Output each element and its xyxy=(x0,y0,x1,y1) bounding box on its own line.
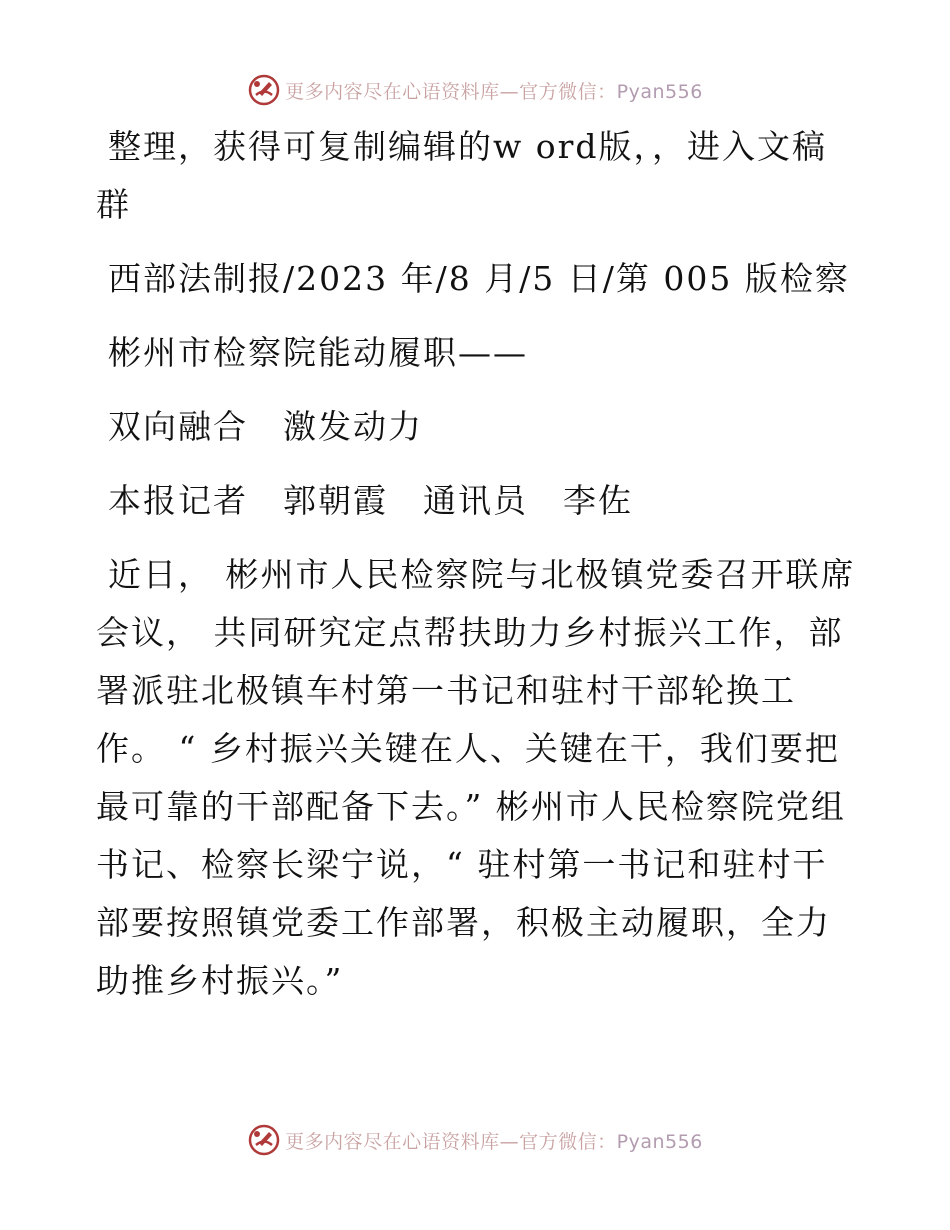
source-line: 西部法制报/2023 年/8 月/5 日/第 005 版检察 xyxy=(108,259,850,298)
banner-text xyxy=(285,1127,703,1154)
intro-paragraph: 整理，获得可复制编辑的w ord版，，进入文稿群 xyxy=(96,127,828,224)
banner-handle: Pyan556 xyxy=(616,80,703,103)
header-watermark-banner xyxy=(0,70,950,110)
footer-watermark-banner xyxy=(0,1120,950,1160)
banner-handle: Pyan556 xyxy=(616,1130,703,1153)
book-pen-logo-icon xyxy=(247,73,281,107)
headline: 双向融合 激发动力 xyxy=(108,407,423,446)
byline: 本报记者 郭朝霞 通讯员 李佐 xyxy=(108,481,633,520)
banner-label: 更多内容尽在心语资料库—官方微信： xyxy=(285,80,617,103)
banner-text xyxy=(285,77,703,104)
banner-label: 更多内容尽在心语资料库—官方微信： xyxy=(285,1130,617,1153)
headline-kicker: 彬州市检察院能动履职—— xyxy=(108,333,528,372)
body-paragraph: 近日， 彬州市人民检察院与北极镇党委召开联席会议， 共同研究定点帮扶助力乡村振兴工作，部署派驻北极镇车村第一书记和驻村干部轮换工作。 “ 乡村振兴关键在人、关键在干，我们要把最可靠的干部配备下去。” 彬州市人民检察院党组书记、检察长梁宁说，“ 驻村第一书记和驻村干部要按照镇党委工作部署，积极主动履职，全力助推乡村振兴。” xyxy=(96,555,856,1000)
document-body xyxy=(96,118,856,1026)
book-pen-logo-icon xyxy=(247,1123,281,1157)
